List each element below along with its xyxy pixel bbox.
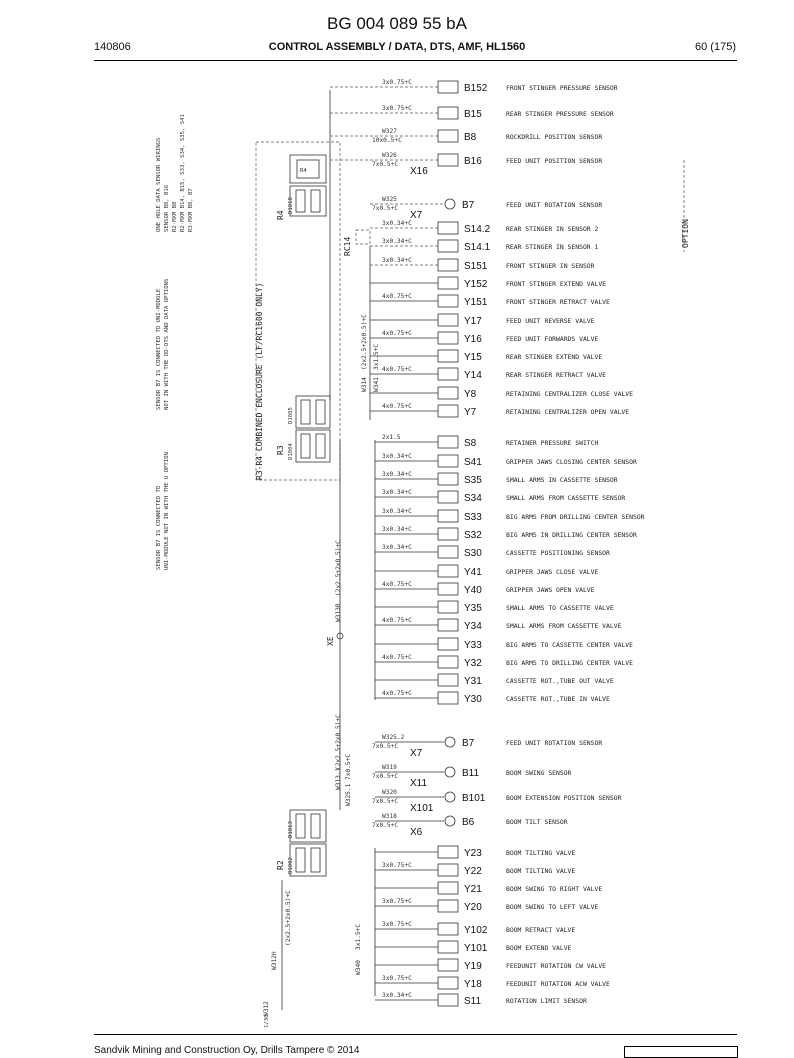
note2-line-0: SENSOR B7 IS CONNECTED TO UNI-MODULE (156, 288, 162, 410)
component-desc-15: RETAINING CENTRALIZER OPEN VALVE (506, 408, 630, 416)
component-ref-27: Y33 (464, 640, 482, 651)
footer-rule (94, 1034, 737, 1035)
w340-label: W340 (355, 960, 362, 975)
w340-spec: 3x1.5+C (355, 923, 362, 950)
w341-label: W341 (373, 377, 380, 392)
module-r3-label: R3 (276, 445, 285, 455)
sensor-symbol-34 (445, 816, 455, 826)
component-desc-21: BIG ARMS IN DRILLING CENTER SENSOR (506, 531, 637, 539)
component-desc-12: REAR STINGER EXTEND VALVE (506, 353, 603, 361)
component-ref-41: Y19 (464, 961, 482, 972)
component-cable2-4: 7x0.5+C (372, 205, 399, 212)
component-box-15 (438, 405, 458, 417)
component-box-24 (438, 583, 458, 595)
component-ref-11: Y16 (464, 334, 482, 345)
component-ref-31: B7 (462, 738, 475, 749)
component-ref-9: Y151 (464, 297, 488, 308)
component-desc-35: BOOM TILTING VALVE (506, 849, 576, 857)
component-cable-22: 3x0.34+C (382, 544, 412, 551)
component-desc-39: BOOM RETRACT VALVE (506, 926, 576, 934)
component-cable2-34: 7x0.5+C (372, 822, 399, 829)
component-box-29 (438, 674, 458, 686)
module-r4 (276, 155, 326, 220)
note-line-4: R3-MXM B8, B7 (188, 188, 194, 232)
module-r2-sub: D1002 (288, 857, 294, 874)
component-desc-42: FEEDUNIT ROTATION ACW VALVE (506, 980, 610, 988)
component-ref-15: Y7 (464, 407, 477, 418)
component-desc-34: BOOM TILT SENSOR (506, 818, 568, 826)
component-box-10 (438, 314, 458, 326)
component-cable-36: 3x0.75+C (382, 862, 412, 869)
component-cable-32: W319 (382, 764, 397, 771)
component-desc-19: SMALL ARMS FROM CASSETTE SENSOR (506, 494, 626, 502)
component-desc-43: ROTATION LIMIT SENSOR (506, 997, 587, 1005)
component-desc-10: FEED UNIT REVERSE VALVE (506, 317, 595, 325)
component-cable-20: 3x0.34+C (382, 508, 412, 515)
component-cable-7: 3x0.34+C (382, 257, 412, 264)
component-desc-4: FEED UNIT ROTATION SENSOR (506, 201, 603, 209)
component-cable-17: 3x0.34+C (382, 453, 412, 460)
component-desc-13: REAR STINGER RETRACT VALVE (506, 371, 607, 379)
component-box-8 (438, 277, 458, 289)
component-box-23 (438, 565, 458, 577)
component-cable-21: 3x0.34+C (382, 526, 412, 533)
component-desc-3: FEED UNIT POSITION SENSOR (506, 157, 603, 165)
component-box-40 (438, 941, 458, 953)
component-ref-20: S33 (464, 512, 482, 523)
w312h-label: W312H (271, 951, 278, 970)
component-desc-22: CASSETTE POSITIONING SENSOR (506, 549, 610, 557)
component-cable-3: W326 (382, 152, 397, 159)
component-desc-36: BOOM TILTING VALVE (506, 867, 576, 875)
component-box-35 (438, 846, 458, 858)
component-ref-37: Y21 (464, 884, 482, 895)
component-conn-4: X7 (410, 210, 423, 221)
component-ref-0: B152 (464, 83, 488, 94)
component-ref-12: Y15 (464, 352, 482, 363)
w313b-spec: (2x2.5+2x0.5)+C (335, 540, 342, 596)
component-desc-29: CASSETTE ROT.,TUBE OUT VALVE (506, 677, 614, 685)
component-cable-4: W325 (382, 196, 397, 203)
component-ref-22: S30 (464, 548, 482, 559)
module-r3 (276, 396, 330, 462)
component-box-9 (438, 295, 458, 307)
component-cable-42: 3x0.75+C (382, 975, 412, 982)
component-desc-18: SMALL ARMS IN CASSETTE SENSOR (506, 476, 618, 484)
component-ref-3: B16 (464, 156, 482, 167)
component-desc-28: BIG ARMS TO DRILLING CENTER VALVE (506, 659, 633, 667)
component-ref-30: Y30 (464, 694, 482, 705)
component-box-21 (438, 528, 458, 540)
component-ref-39: Y102 (464, 925, 488, 936)
w313-1-spec: (2x2.5+2x0.5)+C (335, 714, 342, 770)
component-conn-31: X7 (410, 748, 423, 759)
component-desc-26: SMALL ARMS FROM CASSETTE VALVE (506, 622, 622, 630)
component-ref-43: S11 (464, 996, 482, 1007)
component-cable-0: 3x0.75+C (382, 79, 412, 86)
rc14-box (356, 230, 370, 244)
component-box-38 (438, 900, 458, 912)
component-desc-33: BOOM EXTENSION POSITION SENSOR (506, 794, 622, 802)
component-list (330, 79, 645, 1007)
component-box-26 (438, 619, 458, 631)
component-cable-34: W318 (382, 813, 397, 820)
component-desc-23: GRIPPER JAWS CLOSE VALVE (506, 568, 599, 576)
component-cable-16: 2x1.5 (382, 434, 401, 441)
component-box-14 (438, 387, 458, 399)
component-desc-31: FEED UNIT ROTATION SENSOR (506, 739, 603, 747)
component-desc-41: FEEDUNIT ROTATION CW VALVE (506, 962, 607, 970)
component-desc-40: BOOM EXTEND VALVE (506, 944, 572, 952)
component-desc-25: SMALL ARMS TO CASSETTE VALVE (506, 604, 614, 612)
component-box-25 (438, 601, 458, 613)
component-ref-34: B6 (462, 817, 475, 828)
component-desc-30: CASSETTE ROT.,TUBE IN VALVE (506, 695, 610, 703)
component-conn-3: X16 (410, 166, 428, 177)
component-ref-13: Y14 (464, 370, 482, 381)
component-box-42 (438, 977, 458, 989)
component-desc-5: REAR STINGER IN SENSOR 2 (506, 225, 599, 233)
component-cable-28: 4x0.75+C (382, 654, 412, 661)
xe-label: XE (326, 636, 335, 646)
component-ref-33: B101 (462, 793, 486, 804)
component-desc-6: REAR STINGER IN SENSOR 1 (506, 243, 599, 251)
component-desc-27: BIG ARMS TO CASSETTE CENTER VALVE (506, 641, 633, 649)
module-r4-sub: D1018 (288, 197, 294, 214)
module-r4-face: R4 (300, 168, 307, 174)
component-box-22 (438, 546, 458, 558)
w312-label: W312 (263, 1001, 270, 1016)
component-ref-7: S151 (464, 261, 488, 272)
enclosure-label: R3-R4 COMBINED ENCLOSURE (LF/RC1600 ONLY) (255, 282, 264, 480)
component-box-5 (438, 222, 458, 234)
component-ref-38: Y20 (464, 902, 482, 913)
w325-1-label: W325.1 (345, 783, 352, 806)
component-desc-24: GRIPPER JAWS OPEN VALVE (506, 586, 595, 594)
component-ref-8: Y152 (464, 279, 488, 290)
component-ref-2: B8 (464, 132, 477, 143)
component-desc-2: ROCKDRILL POSITION SENSOR (506, 133, 603, 141)
component-ref-35: Y23 (464, 848, 482, 859)
component-desc-32: BOOM SWING SENSOR (506, 769, 572, 777)
component-ref-25: Y35 (464, 603, 482, 614)
component-cable-13: 4x0.75+C (382, 366, 412, 373)
component-box-17 (438, 455, 458, 467)
component-box-6 (438, 240, 458, 252)
module-r4-label: R4 (276, 210, 285, 220)
component-cable-33: W320 (382, 789, 397, 796)
component-cable-19: 3x0.34+C (382, 489, 412, 496)
component-box-43 (438, 994, 458, 1006)
component-cable-30: 4x0.75+C (382, 690, 412, 697)
component-ref-19: S34 (464, 493, 482, 504)
note3-line-1: UNI-MODULE NOT IN WITH THE U OPTION (164, 452, 170, 570)
component-desc-9: FRONT STINGER RETRACT VALVE (506, 298, 610, 306)
component-desc-7: FRONT STINGER IN SENSOR (506, 262, 595, 270)
component-box-16 (438, 436, 458, 448)
component-box-18 (438, 473, 458, 485)
component-conn-34: X6 (410, 827, 423, 838)
sensor-symbol-32 (445, 767, 455, 777)
component-box-37 (438, 882, 458, 894)
component-ref-24: Y40 (464, 585, 482, 596)
note3-line-0: SENSOR B7 IS CONNECTED TO (156, 485, 162, 570)
component-cable-24: 4x0.75+C (382, 581, 412, 588)
component-ref-5: S14.2 (464, 224, 491, 235)
note-line-3: R2-MXM B14, B15, S33, S34, S35, S41 (180, 114, 186, 232)
component-desc-38: BOOM SWING TO LEFT VALVE (506, 903, 599, 911)
component-cable-2: W327 (382, 128, 397, 135)
component-box-3 (438, 154, 458, 166)
module-r3-sub2: D1005 (288, 407, 294, 424)
component-box-20 (438, 510, 458, 522)
component-ref-16: S8 (464, 438, 477, 449)
component-desc-14: RETAINING CENTRALIZER CLOSE VALVE (506, 390, 633, 398)
bottom-small-label: 1/30 (264, 1014, 270, 1028)
component-desc-0: FRONT STINGER PRESSURE SENSOR (506, 84, 618, 92)
component-desc-20: BIG ARMS FROM DRILLING CENTER SENSOR (506, 513, 645, 521)
component-cable-18: 3x0.34+C (382, 471, 412, 478)
component-cable2-31: 7x0.5+C (372, 743, 399, 750)
component-cable-26: 4x0.75+C (382, 617, 412, 624)
component-box-41 (438, 959, 458, 971)
footer-company: Sandvik Mining and Construction Oy, Drills Tampere © 2014 (94, 1045, 360, 1056)
component-ref-17: S41 (464, 457, 482, 468)
component-box-39 (438, 923, 458, 935)
sandvik-logo (624, 1046, 738, 1058)
component-box-36 (438, 864, 458, 876)
note-line-2: R2-MXM B8 (172, 201, 178, 232)
component-ref-4: B7 (462, 200, 475, 211)
w313-1-label: W313.1 (335, 767, 342, 790)
component-cable2-2: 10x0.5+C (372, 137, 402, 144)
rc14-label: RC14 (343, 236, 352, 256)
component-cable-15: 4x0.75+C (382, 403, 412, 410)
component-box-28 (438, 656, 458, 668)
component-box-13 (438, 368, 458, 380)
component-ref-18: S35 (464, 475, 482, 486)
component-desc-11: FEED UNIT FORWARDS VALVE (506, 335, 599, 343)
component-box-12 (438, 350, 458, 362)
component-ref-21: S32 (464, 530, 482, 541)
component-ref-32: B11 (462, 768, 480, 779)
sensor-symbol-4 (445, 199, 455, 209)
component-cable2-33: 7x0.5+C (372, 798, 399, 805)
component-cable-39: 3x0.75+C (382, 921, 412, 928)
w312-spec: (2x2.5+2x0.5)+C (285, 890, 292, 946)
module-r2-sub2: D1013 (288, 821, 294, 838)
component-ref-1: B15 (464, 109, 482, 120)
component-ref-28: Y32 (464, 658, 482, 669)
component-cable-9: 4x0.75+C (382, 293, 412, 300)
component-ref-36: Y22 (464, 866, 482, 877)
component-cable-1: 3x0.75+C (382, 105, 412, 112)
component-desc-17: GRIPPER JAWS CLOSING CENTER SENSOR (506, 458, 637, 466)
component-cable-6: 3x0.34+C (382, 238, 412, 245)
component-desc-8: FRONT STINGER EXTEND VALVE (506, 280, 607, 288)
component-box-11 (438, 332, 458, 344)
component-box-0 (438, 81, 458, 93)
component-desc-1: REAR STINGER PRESSURE SENSOR (506, 110, 614, 118)
module-r2-label: R2 (276, 860, 285, 870)
component-desc-16: RETAINER PRESSURE SWITCH (506, 439, 599, 447)
component-conn-32: X11 (410, 778, 428, 789)
component-ref-40: Y101 (464, 943, 488, 954)
sensor-symbol-33 (445, 792, 455, 802)
component-cable-31: W325.2 (382, 734, 405, 741)
page-number: 60 (175) (695, 41, 736, 53)
document-number: BG 004 089 55 bA (327, 14, 467, 33)
component-box-30 (438, 692, 458, 704)
component-cable2-32: 7x0.5+C (372, 773, 399, 780)
note-line-1: SENSOR B8, B16 (164, 184, 170, 232)
section-title: CONTROL ASSEMBLY / DATA, DTS, AMF, HL1560 (268, 41, 526, 53)
component-cable-43: 3x0.34+C (382, 992, 412, 999)
option-label: OPTION (681, 219, 690, 248)
component-box-27 (438, 638, 458, 650)
w314-spec: (2x2.5+2x0.5)+C (361, 314, 368, 370)
component-desc-37: BOOM SWING TO RIGHT VALVE (506, 885, 603, 893)
component-cable-38: 3x0.75+C (382, 898, 412, 905)
w313b-label: W313B (335, 603, 342, 622)
component-ref-42: Y18 (464, 979, 482, 990)
component-box-2 (438, 130, 458, 142)
module-r3-sub: D1004 (288, 443, 294, 460)
component-box-19 (438, 491, 458, 503)
document-date: 140806 (94, 41, 131, 53)
module-r2 (276, 810, 326, 876)
component-cable-11: 4x0.75+C (382, 330, 412, 337)
component-ref-10: Y17 (464, 316, 482, 327)
wiring-notes (156, 114, 194, 570)
w314-label: W314 (361, 377, 368, 392)
component-ref-26: Y34 (464, 621, 482, 632)
note2-line-1: NOT IN WITH THE OD-DTS AND DATA OPTIONS (164, 278, 170, 410)
component-box-7 (438, 259, 458, 271)
component-ref-6: S14.1 (464, 242, 491, 253)
sensor-symbol-31 (445, 737, 455, 747)
w325-1-spec: 7x0.5+C (345, 753, 352, 780)
component-ref-23: Y41 (464, 567, 482, 578)
component-conn-33: X101 (410, 803, 434, 814)
w341-spec: 3x1.5+C (373, 343, 380, 370)
component-box-1 (438, 107, 458, 119)
note-line-0: ONE HOLE DATA SENSOR WIRINGS (156, 137, 162, 232)
component-cable-5: 3x0.34+C (382, 220, 412, 227)
component-ref-29: Y31 (464, 676, 482, 687)
component-ref-14: Y8 (464, 389, 477, 400)
component-cable2-3: 7x0.5+C (372, 161, 399, 168)
